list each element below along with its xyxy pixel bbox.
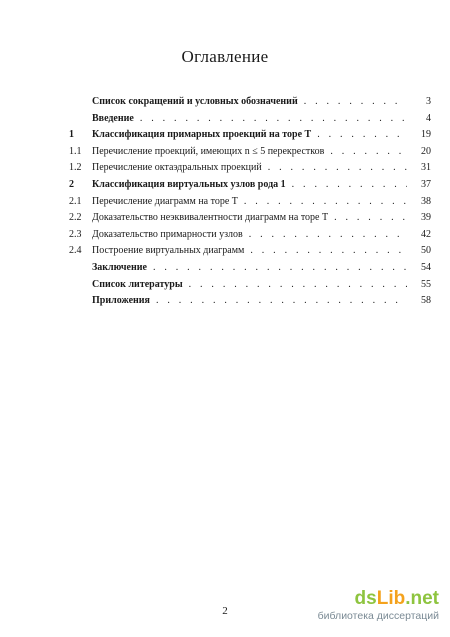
- toc-entry-title: Список сокращений и условных обозначений: [92, 96, 298, 107]
- toc-entry-title: Перечисление проекций, имеющих n ≤ 5 перекрестков: [92, 145, 325, 157]
- toc-entry-page: 4: [426, 112, 431, 124]
- toc-entry-section-1-2[interactable]: [69, 162, 431, 179]
- toc-entry-number: 2: [69, 178, 74, 190]
- toc-entry-title: Перечисление октаэдральных проекций: [92, 162, 262, 174]
- dot-leader: [153, 262, 407, 273]
- toc-entry-section-2-3[interactable]: [69, 229, 431, 246]
- toc-entry-title: Доказательство примарности узлов: [92, 228, 243, 240]
- toc-entry-title: Классификация примарных проекций на торе T: [92, 129, 312, 141]
- toc-entry-page: 50: [421, 245, 431, 257]
- logo-net: .net: [405, 588, 439, 609]
- toc-entry-page: 3: [426, 96, 431, 107]
- page-title: Оглавление: [181, 47, 269, 66]
- toc-entry-conclusion[interactable]: [69, 262, 431, 279]
- toc-entry-page: 37: [421, 178, 431, 190]
- toc-entry-section-2-1[interactable]: [69, 196, 431, 213]
- page-number: 2: [222, 605, 228, 617]
- dot-leader: [140, 113, 407, 124]
- toc-entry-number: 1.1: [69, 145, 82, 157]
- toc-entry-chapter-1[interactable]: [69, 129, 431, 146]
- toc-entry-title: Классификация виртуальных узлов рода 1: [92, 178, 286, 190]
- logo-ds: ds: [354, 588, 377, 609]
- toc-entry-page: 38: [421, 195, 431, 207]
- dot-leader: [244, 196, 407, 207]
- dot-leader: [292, 179, 407, 190]
- dot-leader: [268, 162, 407, 173]
- watermark-tagline: библиотека диссертаций: [317, 610, 439, 622]
- dot-leader: [304, 96, 407, 107]
- toc-entry-page: 58: [421, 295, 431, 307]
- dot-leader: [156, 295, 407, 306]
- toc-entry-section-1-1[interactable]: [69, 146, 431, 163]
- toc-entry-page: 55: [421, 278, 431, 290]
- toc-entry-title: Построение виртуальных диаграмм: [92, 245, 245, 257]
- toc-entry-page: 31: [421, 162, 431, 174]
- toc-entry-section-2-4[interactable]: [69, 245, 431, 262]
- toc-entry-page: 39: [421, 212, 431, 224]
- dot-leader: [250, 245, 407, 256]
- toc-entry-page: 19: [421, 129, 431, 141]
- toc-entry-number: 2.2: [69, 212, 82, 224]
- toc-entry-title: Введение: [92, 112, 134, 124]
- dslib-logo: [283, 589, 443, 609]
- toc-entry-number: 2.4: [69, 245, 82, 257]
- toc-entry-page: 54: [421, 261, 431, 273]
- toc-entry-title: Список литературы: [92, 278, 183, 290]
- dot-leader: [330, 146, 407, 157]
- logo-lib: Lib: [376, 588, 406, 609]
- toc-entry-number: 1: [69, 129, 74, 141]
- toc-entry-section-2-2[interactable]: [69, 212, 431, 229]
- toc-entry-references[interactable]: [69, 279, 431, 296]
- toc-entry-page: 42: [421, 228, 431, 240]
- toc-entry-title: Перечисление диаграмм на торе T: [92, 195, 238, 207]
- dot-leader: [189, 279, 407, 290]
- toc-entry-number: 1.2: [69, 162, 82, 174]
- toc-entry-title: Доказательство неэквивалентности диаграмм на торе T: [92, 212, 329, 224]
- dot-leader: [334, 212, 407, 223]
- dot-leader: [317, 129, 407, 140]
- dot-leader: [249, 229, 407, 240]
- toc-entry-title: Приложения: [92, 295, 150, 307]
- toc-entry-appendices[interactable]: [69, 295, 431, 312]
- dslib-watermark[interactable]: [283, 589, 443, 622]
- table-of-contents: [69, 96, 431, 312]
- toc-entry-page: 20: [421, 145, 431, 157]
- toc-entry-chapter-2[interactable]: [69, 179, 431, 196]
- toc-entry-introduction[interactable]: [69, 113, 431, 130]
- toc-entry-abbreviations[interactable]: [69, 96, 431, 113]
- toc-entry-title: Заключение: [92, 261, 147, 273]
- toc-entry-number: 2.1: [69, 195, 82, 207]
- toc-entry-number: 2.3: [69, 228, 82, 240]
